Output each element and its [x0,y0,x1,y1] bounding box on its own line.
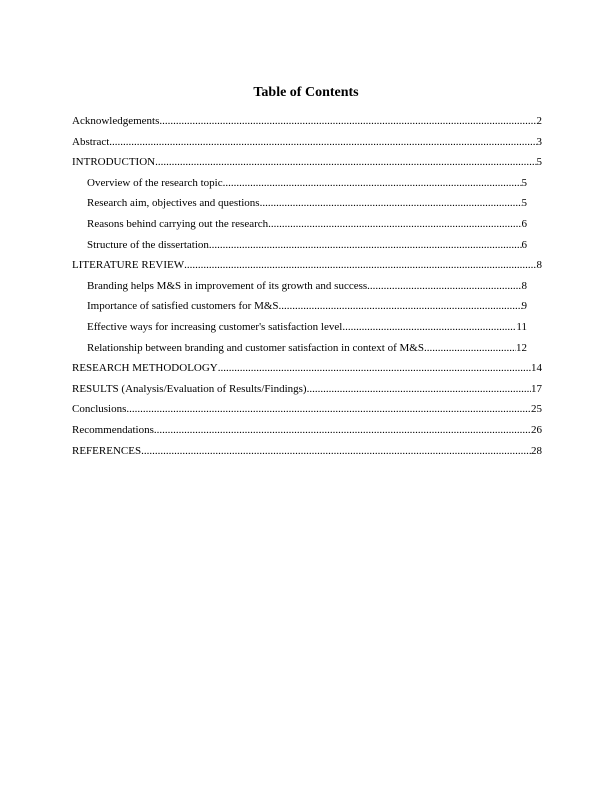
dot-leader [154,420,531,441]
dot-leader [342,317,516,338]
toc-entry-label: Conclusions [72,403,127,416]
toc-entry-page: 5 [521,197,527,210]
dot-leader [155,152,536,173]
dot-leader [209,235,522,256]
toc-entry-label: LITERATURE REVIEW [72,259,185,272]
dot-leader [260,193,522,214]
toc-subentry[interactable] [87,173,527,194]
dot-leader [367,276,521,297]
toc-entry[interactable] [72,399,542,420]
toc-subentry[interactable] [87,214,527,235]
toc-entry[interactable] [72,111,542,132]
toc-entry[interactable] [72,358,542,379]
toc-entry[interactable] [72,132,542,153]
toc-subentry[interactable] [87,338,527,359]
dot-leader [141,441,531,462]
toc-entry-page: 9 [521,300,527,313]
toc-entry-label: Importance of satisfied customers for M&S [87,300,279,313]
toc-subentry[interactable] [87,235,527,256]
toc-subentry[interactable] [87,317,527,338]
dot-leader [184,255,536,276]
toc-entry[interactable] [72,420,542,441]
toc-subentry[interactable] [87,276,527,297]
toc-entry-label: Reasons behind carrying out the research [87,217,269,230]
toc-entry-label: Effective ways for increasing customer's satisfaction level [87,320,343,333]
dot-leader [159,111,536,132]
toc-subentry[interactable] [87,193,527,214]
toc-entry-page: 2 [536,115,542,127]
toc-entry-page: 8 [521,279,527,292]
toc-entry-page: 14 [531,362,542,375]
toc-list [72,111,542,461]
dot-leader [268,214,521,235]
toc-entry[interactable] [72,255,542,276]
toc-entry-label: Acknowledgements [72,115,160,127]
toc-entry-page: 11 [516,320,527,333]
toc-entry-label: Structure of the dissertation [87,238,209,251]
toc-entry-label: RESEARCH METHODOLOGY [72,362,218,375]
toc-entry-page: 28 [531,444,542,457]
toc-entry[interactable] [72,152,542,173]
toc-entry-page: 26 [531,423,542,436]
toc-entry-label: REFERENCES [72,444,142,457]
dot-leader [109,132,536,153]
toc-entry-label: RESULTS (Analysis/Evaluation of Results/Findings) [72,382,307,395]
toc-entry-label: Recommendations [72,423,154,436]
toc-entry-label: Relationship between branding and customer satisfaction in context of M&S [87,341,424,354]
toc-subentry[interactable] [87,296,527,317]
dot-leader [279,296,522,317]
toc-entry[interactable] [72,379,542,400]
toc-entry-label: INTRODUCTION [72,156,156,169]
toc-entry-page: 6 [521,238,527,251]
dot-leader [307,379,531,400]
toc-entry-page: 25 [531,403,542,416]
toc-entry-page: 5 [521,176,527,189]
toc-entry-page: 8 [536,259,542,272]
dot-leader [126,399,531,420]
toc-entry-page: 3 [536,135,542,148]
toc-entry-page: 6 [521,217,527,230]
toc-entry-label: Branding helps M&S in improvement of its growth and success [87,279,368,292]
dot-leader [424,338,516,359]
dot-leader [218,358,531,379]
toc-entry-page: 5 [536,156,542,169]
dot-leader [223,173,522,194]
toc-title: Table of Contents [253,85,359,100]
toc-entry-page: 12 [516,341,527,354]
toc-entry-page: 17 [531,382,542,395]
toc-entry[interactable] [72,441,542,462]
toc-entry-label: Abstract [72,135,110,148]
toc-entry-label: Research aim, objectives and questions [87,197,260,210]
toc-entry-label: Overview of the research topic [87,176,223,189]
